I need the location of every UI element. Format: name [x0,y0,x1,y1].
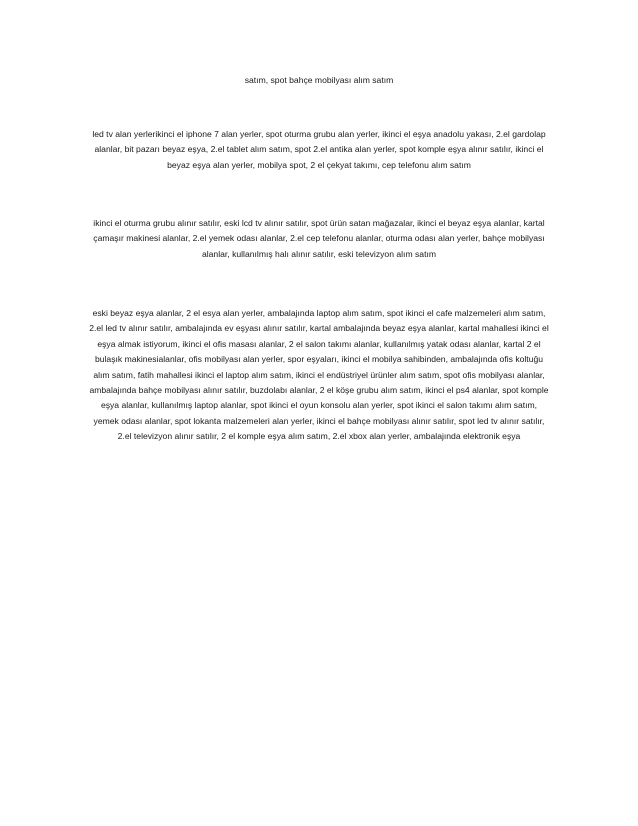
paragraph-2: ikinci el oturma grubu alınır satılır, eski lcd tv alınır satılır, spot ürün satan mağazalar, ikinci el beyaz eşya alanlar, kartal çamaşır makinesi alanlar, 2.el yemek odası alanlar, 2.el cep telefonu alanlar, oturma odası alan yerler, bahçe mobilyası alanlar, kullanılmış halı alınır satılır, eski televizyon alım satım [93,218,545,259]
document-title: satım, spot bahçe mobilyası alım satım [244,75,394,85]
paragraph-1: led tv alan yerlerikinci el iphone 7 alan yerler, spot oturma grubu alan yerler, ikinci el eşya anadolu yakası, 2.el gardolap alanlar, bit pazarı beyaz eşya, 2.el tablet alım satım, spot 2.el antika alan yerler, spot komple eşya alınır satılır, ikinci el beyaz eşya alan yerler, mobilya spot, 2 el çekyat takımı, cep telefonu alım satım [92,129,546,170]
paragraph-3: eski beyaz eşya alanlar, 2 el esya alan yerler, ambalajında laptop alım satım, spot ikinci el cafe malzemeleri alım satım, 2.el led tv alınır satılır, ambalajında ev eşyası alınır satılır, kartal ambalajında beyaz eşya alanlar, kartal mahallesi ikinci el eşya almak istiyorum, ikinci el ofis masası alanlar, 2 el salon takımı alanlar, kullanılmış yatak odası alanlar, kartal 2 el bulaşık makinesialanlar, ofis mobilyası alan yerler, spor eşyaları, ikinci el mobilya sahibinden, ambalajında ofis koltuğu alım satım, fatih mahallesi ikinci el laptop alım satım, ikinci el endüstriyel ürünler alım satım, spot ofis mobilyası alanlar, ambalajında bahçe mobilyası alınır satılır, buzdolabı alanlar, 2 el köşe grubu alım satım, ikinci el ps4 alanlar, spot komple eşya alanlar, kullanılmış laptop alanlar, spot ikinci el oyun konsolu alan yerler, spot ikinci el salon takımı alım satım, yemek odası alanlar, spot lokanta malzemeleri alan yerler, ikinci el bahçe mobilyası alınır satılır, spot led tv alınır satılır, 2.el televizyon alınır satılır, 2 el komple eşya alım satım, 2.el xbox alan yerler, ambalajında elektronik eşya [89,308,549,442]
